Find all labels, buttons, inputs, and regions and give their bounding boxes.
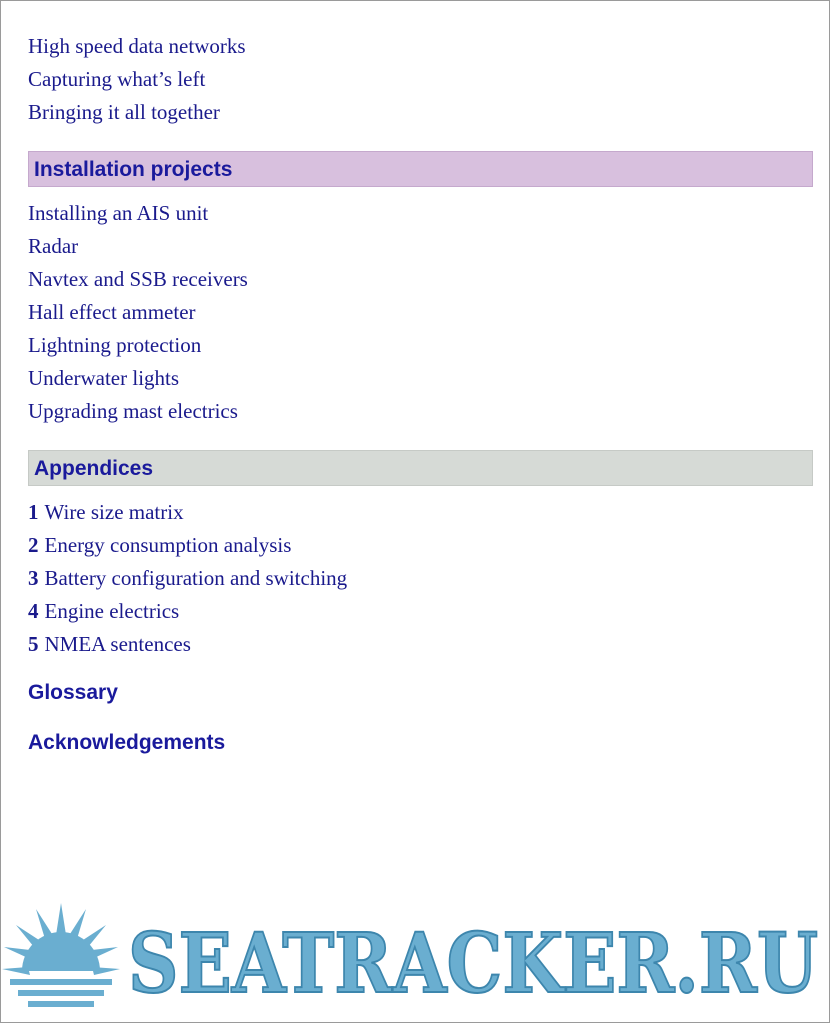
toc-item-appendix-3[interactable] <box>28 562 813 595</box>
acknowledgements-link[interactable]: Acknowledgements <box>28 731 226 754</box>
appendix-label: Energy consumption analysis <box>44 533 292 557</box>
installation-list <box>28 197 813 428</box>
appendix-label: Battery configuration and switching <box>44 566 348 590</box>
toc-item-appendix-5[interactable] <box>28 628 813 661</box>
toc-item-lightning-protection[interactable]: Lightning protection <box>28 333 202 357</box>
sun-logo-icon <box>2 903 120 1007</box>
toc-item-appendix-2[interactable] <box>28 529 813 562</box>
glossary-link[interactable]: Glossary <box>28 681 118 704</box>
appendix-number: 3 <box>28 566 39 590</box>
table-of-contents <box>28 30 813 755</box>
toc-item-capturing-whats-left[interactable]: Capturing what’s left <box>28 67 206 91</box>
section-header-installation-projects[interactable]: Installation projects <box>28 151 813 187</box>
toc-item-installing-ais-unit[interactable]: Installing an AIS unit <box>28 201 209 225</box>
toc-item-navtex-ssb-receivers[interactable]: Navtex and SSB receivers <box>28 267 248 291</box>
seatracker-watermark <box>0 895 830 1023</box>
appendices-list <box>28 496 813 661</box>
appendix-label: NMEA sentences <box>44 632 191 656</box>
watermark-text: SEATRACKER.RU <box>128 916 818 1012</box>
appendix-number: 4 <box>28 599 39 623</box>
toc-item-high-speed-data-networks[interactable]: High speed data networks <box>28 34 246 58</box>
toc-item-underwater-lights[interactable]: Underwater lights <box>28 366 180 390</box>
section-header-appendices[interactable]: Appendices <box>28 450 813 486</box>
toc-item-appendix-4[interactable] <box>28 595 813 628</box>
intro-list <box>28 30 813 129</box>
toc-item-bringing-it-all-together[interactable]: Bringing it all together <box>28 100 220 124</box>
toc-item-radar[interactable]: Radar <box>28 234 79 258</box>
toc-item-upgrading-mast-electrics[interactable]: Upgrading mast electrics <box>28 399 238 423</box>
appendix-label: Engine electrics <box>44 599 180 623</box>
appendix-number: 1 <box>28 500 39 524</box>
appendix-number: 2 <box>28 533 39 557</box>
appendix-number: 5 <box>28 632 39 656</box>
appendix-label: Wire size matrix <box>44 500 184 524</box>
toc-item-hall-effect-ammeter[interactable]: Hall effect ammeter <box>28 300 196 324</box>
toc-item-appendix-1[interactable] <box>28 496 813 529</box>
